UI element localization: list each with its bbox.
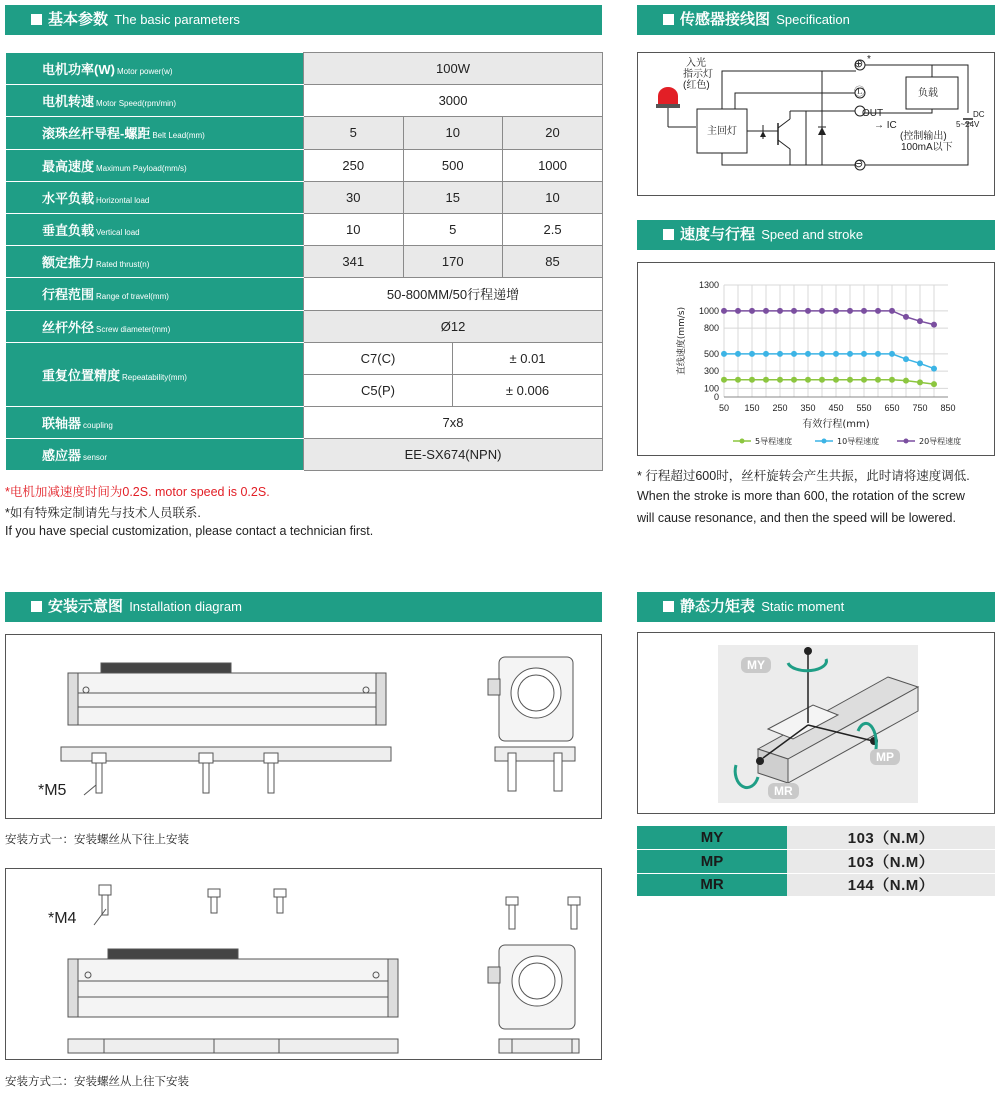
data-point xyxy=(917,318,923,324)
red-lamp-icon xyxy=(656,87,696,127)
param-label: 最高速度 Maximum Payload(mm/s) xyxy=(6,149,304,181)
voltage-label: 5~24V xyxy=(956,120,980,129)
x-axis-label: 有效行程(mm) xyxy=(802,419,870,430)
param-value: ± 0.01 xyxy=(453,342,603,374)
data-point xyxy=(749,351,755,357)
table-row xyxy=(6,181,603,213)
moment-value: 103（N.M） xyxy=(787,826,995,850)
table-row xyxy=(6,407,603,439)
star-mark: * xyxy=(867,54,871,65)
param-value: 2.5 xyxy=(503,213,603,245)
x-tick-label: 550 xyxy=(856,403,872,413)
param-value: 500 xyxy=(403,149,503,181)
legend-marker xyxy=(904,439,909,444)
data-point xyxy=(805,308,811,314)
installation-diagram-1 xyxy=(5,634,602,819)
moment-label-my: MY xyxy=(741,657,771,673)
data-point xyxy=(819,308,825,314)
data-point xyxy=(889,351,895,357)
param-value: 250 xyxy=(304,149,404,181)
param-label: 滚珠丝杆导程-螺距 Belt Lead(mm) xyxy=(6,117,304,149)
data-point xyxy=(721,377,727,383)
param-value: 341 xyxy=(304,246,404,278)
data-point xyxy=(889,377,895,383)
indicator-label-2: 指示灯 xyxy=(683,69,713,80)
table-row xyxy=(6,85,603,117)
param-value: Ø12 xyxy=(304,310,603,342)
param-value: 170 xyxy=(403,246,503,278)
legend-marker xyxy=(822,439,827,444)
data-point xyxy=(833,308,839,314)
series-line xyxy=(724,311,934,325)
static-moment-diagram xyxy=(637,632,995,814)
param-value: 15 xyxy=(403,181,503,213)
linear-module-end-view xyxy=(488,945,579,1053)
param-value: C7(C) xyxy=(304,342,453,374)
header-sensor-specification: 传感器接线图 Specification xyxy=(637,5,995,35)
table-row xyxy=(637,850,995,874)
custom-note-zh: *如有特殊定制请先与技术人员联系. xyxy=(5,506,201,520)
main-circuit-label: 主回灯 xyxy=(707,126,737,137)
legend-label: 20导程速度 xyxy=(919,437,962,446)
table-row xyxy=(6,53,603,85)
data-point xyxy=(791,377,797,383)
param-value: EE-SX674(NPN) xyxy=(304,439,603,471)
data-point xyxy=(749,377,755,383)
data-point xyxy=(889,308,895,314)
param-label: 水平负载 Horizontal load xyxy=(6,181,304,213)
square-bullet-icon xyxy=(663,14,674,25)
data-point xyxy=(875,308,881,314)
y-tick-label: 800 xyxy=(703,323,719,334)
param-value: 20 xyxy=(503,117,603,149)
data-point xyxy=(749,308,755,314)
data-point xyxy=(735,351,741,357)
data-point xyxy=(763,308,769,314)
x-tick-label: 650 xyxy=(884,403,900,413)
param-value: 30 xyxy=(304,181,404,213)
x-tick-label: 850 xyxy=(940,403,956,413)
screw-icons xyxy=(99,885,580,929)
param-value: 7x8 xyxy=(304,407,603,439)
static-moment-table xyxy=(637,826,995,897)
data-point xyxy=(735,377,741,383)
speed-note-en-1: When the stroke is more than 600, the rotation of the screw xyxy=(637,489,965,503)
x-tick-label: 50 xyxy=(718,403,730,413)
install-svg-2 xyxy=(6,869,601,1059)
data-point xyxy=(861,351,867,357)
data-point xyxy=(777,351,783,357)
dc-label: DC xyxy=(973,110,985,119)
header-installation: 安装示意图 Installation diagram xyxy=(5,592,602,622)
plus-terminal-icon: ⊕ xyxy=(854,58,864,70)
moment-label-mr: MR xyxy=(768,783,799,799)
zener-diode-icon xyxy=(806,71,826,165)
table-row xyxy=(6,278,603,310)
square-bullet-icon xyxy=(31,14,42,25)
legend-label: 10导程速度 xyxy=(837,437,880,446)
y-tick-label: 1300 xyxy=(698,280,719,290)
param-value: 5 xyxy=(304,117,404,149)
y-tick-label: 0 xyxy=(713,392,719,402)
data-point xyxy=(833,351,839,357)
param-value: 10 xyxy=(503,181,603,213)
data-point xyxy=(931,322,937,328)
param-value: 10 xyxy=(403,117,503,149)
data-point xyxy=(735,308,741,314)
control-output-label: (控制输出) xyxy=(900,131,947,142)
moment-key: MP xyxy=(637,850,787,874)
data-point xyxy=(875,377,881,383)
data-point xyxy=(931,381,937,387)
square-bullet-icon xyxy=(663,229,674,240)
table-row xyxy=(6,117,603,149)
custom-note-en: If you have special customization, please contact a technician first. xyxy=(5,524,374,538)
legend-label: 5导程速度 xyxy=(755,437,793,446)
load-label: 负载 xyxy=(918,88,938,99)
table-row xyxy=(637,873,995,897)
linear-module-end-view xyxy=(488,657,575,791)
param-label: 丝杆外径 Screw diameter(mm) xyxy=(6,310,304,342)
moment-key: MR xyxy=(637,873,787,897)
install-svg-1 xyxy=(6,635,601,818)
legend-marker xyxy=(740,439,745,444)
speed-note-zh: * 行程超过600时，丝杆旋转会产生共振，此时请将速度调低. xyxy=(637,469,970,483)
square-bullet-icon xyxy=(31,601,42,612)
data-point xyxy=(721,308,727,314)
header-static-moment: 静态力矩表 Static moment xyxy=(637,592,995,622)
moment-label-mp: MP xyxy=(870,749,900,765)
minus-terminal-icon: ⊖ xyxy=(854,158,864,170)
y-tick-label: 300 xyxy=(703,366,719,377)
param-value: ± 0.006 xyxy=(453,374,603,406)
install-caption-2: 安装方式二：安装螺丝从上往下安装 xyxy=(5,1076,189,1088)
out-label: OUT xyxy=(862,108,884,119)
param-label: 额定推力 Rated thrust(n) xyxy=(6,246,304,278)
current-label: 100mA以下 xyxy=(901,142,953,153)
param-value: 10 xyxy=(304,213,404,245)
param-label: 感应器 sensor xyxy=(6,439,304,471)
table-row xyxy=(6,310,603,342)
moment-svg xyxy=(638,633,994,813)
data-point xyxy=(805,377,811,383)
moment-value: 103（N.M） xyxy=(787,850,995,874)
data-point xyxy=(847,351,853,357)
series-line xyxy=(724,380,934,384)
data-point xyxy=(847,308,853,314)
data-point xyxy=(777,308,783,314)
linear-module-side-view xyxy=(68,949,398,1053)
transistor-icon xyxy=(760,111,856,165)
param-label: 电机功率(W) Motor power(w) xyxy=(6,53,304,85)
x-tick-label: 750 xyxy=(912,403,928,413)
header-speed-stroke: 速度与行程 Speed and stroke xyxy=(637,220,995,250)
data-point xyxy=(847,377,853,383)
table-row xyxy=(6,246,603,278)
table-row xyxy=(6,342,603,374)
data-point xyxy=(819,377,825,383)
moment-value: 144（N.M） xyxy=(787,873,995,897)
param-value: 5 xyxy=(403,213,503,245)
indicator-label: 入光 xyxy=(686,58,706,69)
table-row xyxy=(6,439,603,471)
linear-module-side-view xyxy=(61,663,391,761)
parameters-table xyxy=(5,52,603,471)
param-value: C5(P) xyxy=(304,374,453,406)
x-tick-label: 250 xyxy=(772,403,788,413)
data-point xyxy=(777,377,783,383)
sensor-wiring-diagram xyxy=(637,52,995,196)
ic-label: → IC xyxy=(874,120,897,131)
data-point xyxy=(763,377,769,383)
moment-key: MY xyxy=(637,826,787,850)
y-tick-label: 100 xyxy=(703,383,719,394)
table-row xyxy=(637,826,995,850)
installation-diagram-2 xyxy=(5,868,602,1060)
m5-label: *M5 xyxy=(38,782,67,799)
data-point xyxy=(917,360,923,366)
indicator-label-3: (红色) xyxy=(683,80,710,91)
param-value: 50-800MM/50行程递增 xyxy=(304,278,603,310)
param-value: 3000 xyxy=(304,85,603,117)
accel-note: *电机加减速度时间为0.2S. motor speed is 0.2S. xyxy=(5,485,270,499)
data-point xyxy=(805,351,811,357)
param-label: 电机转速 Motor Speed(rpm/min) xyxy=(6,85,304,117)
data-point xyxy=(721,351,727,357)
data-point xyxy=(861,308,867,314)
table-row xyxy=(6,213,603,245)
x-tick-label: 450 xyxy=(828,403,844,413)
param-label: 联轴器 coupling xyxy=(6,407,304,439)
data-point xyxy=(791,351,797,357)
y-tick-label: 500 xyxy=(703,348,719,359)
data-point xyxy=(791,308,797,314)
y-tick-label: 1000 xyxy=(698,305,719,316)
data-point xyxy=(763,351,769,357)
param-label: 行程范围 Range of travel(mm) xyxy=(6,278,304,310)
x-tick-label: 350 xyxy=(800,403,816,413)
data-point xyxy=(861,377,867,383)
data-point xyxy=(903,378,909,384)
install-caption-1: 安装方式一：安装螺丝从下往上安装 xyxy=(5,834,189,846)
lamp-terminal-icon: Ⓛ xyxy=(854,86,865,98)
chart-svg xyxy=(638,263,994,455)
series-line xyxy=(724,354,934,369)
square-bullet-icon xyxy=(663,601,674,612)
param-value: 85 xyxy=(503,246,603,278)
table-row xyxy=(6,149,603,181)
data-point xyxy=(833,377,839,383)
data-point xyxy=(903,314,909,320)
param-label: 垂直负载 Vertical load xyxy=(6,213,304,245)
param-value: 100W xyxy=(304,53,603,85)
data-point xyxy=(917,379,923,385)
data-point xyxy=(875,351,881,357)
data-point xyxy=(931,366,937,372)
header-basic-parameters: 基本参数 The basic parameters xyxy=(5,5,602,35)
speed-stroke-chart xyxy=(637,262,995,456)
data-point xyxy=(819,351,825,357)
y-axis-label: 直线速度(mm/s) xyxy=(677,306,687,376)
m4-label: *M4 xyxy=(48,910,77,927)
speed-note-en-2: will cause resonance, and then the speed will be lowered. xyxy=(637,511,956,525)
param-label: 重复位置精度 Repeatability(mm) xyxy=(6,342,304,406)
param-value: 1000 xyxy=(503,149,603,181)
x-tick-label: 150 xyxy=(744,403,760,413)
data-point xyxy=(903,356,909,362)
